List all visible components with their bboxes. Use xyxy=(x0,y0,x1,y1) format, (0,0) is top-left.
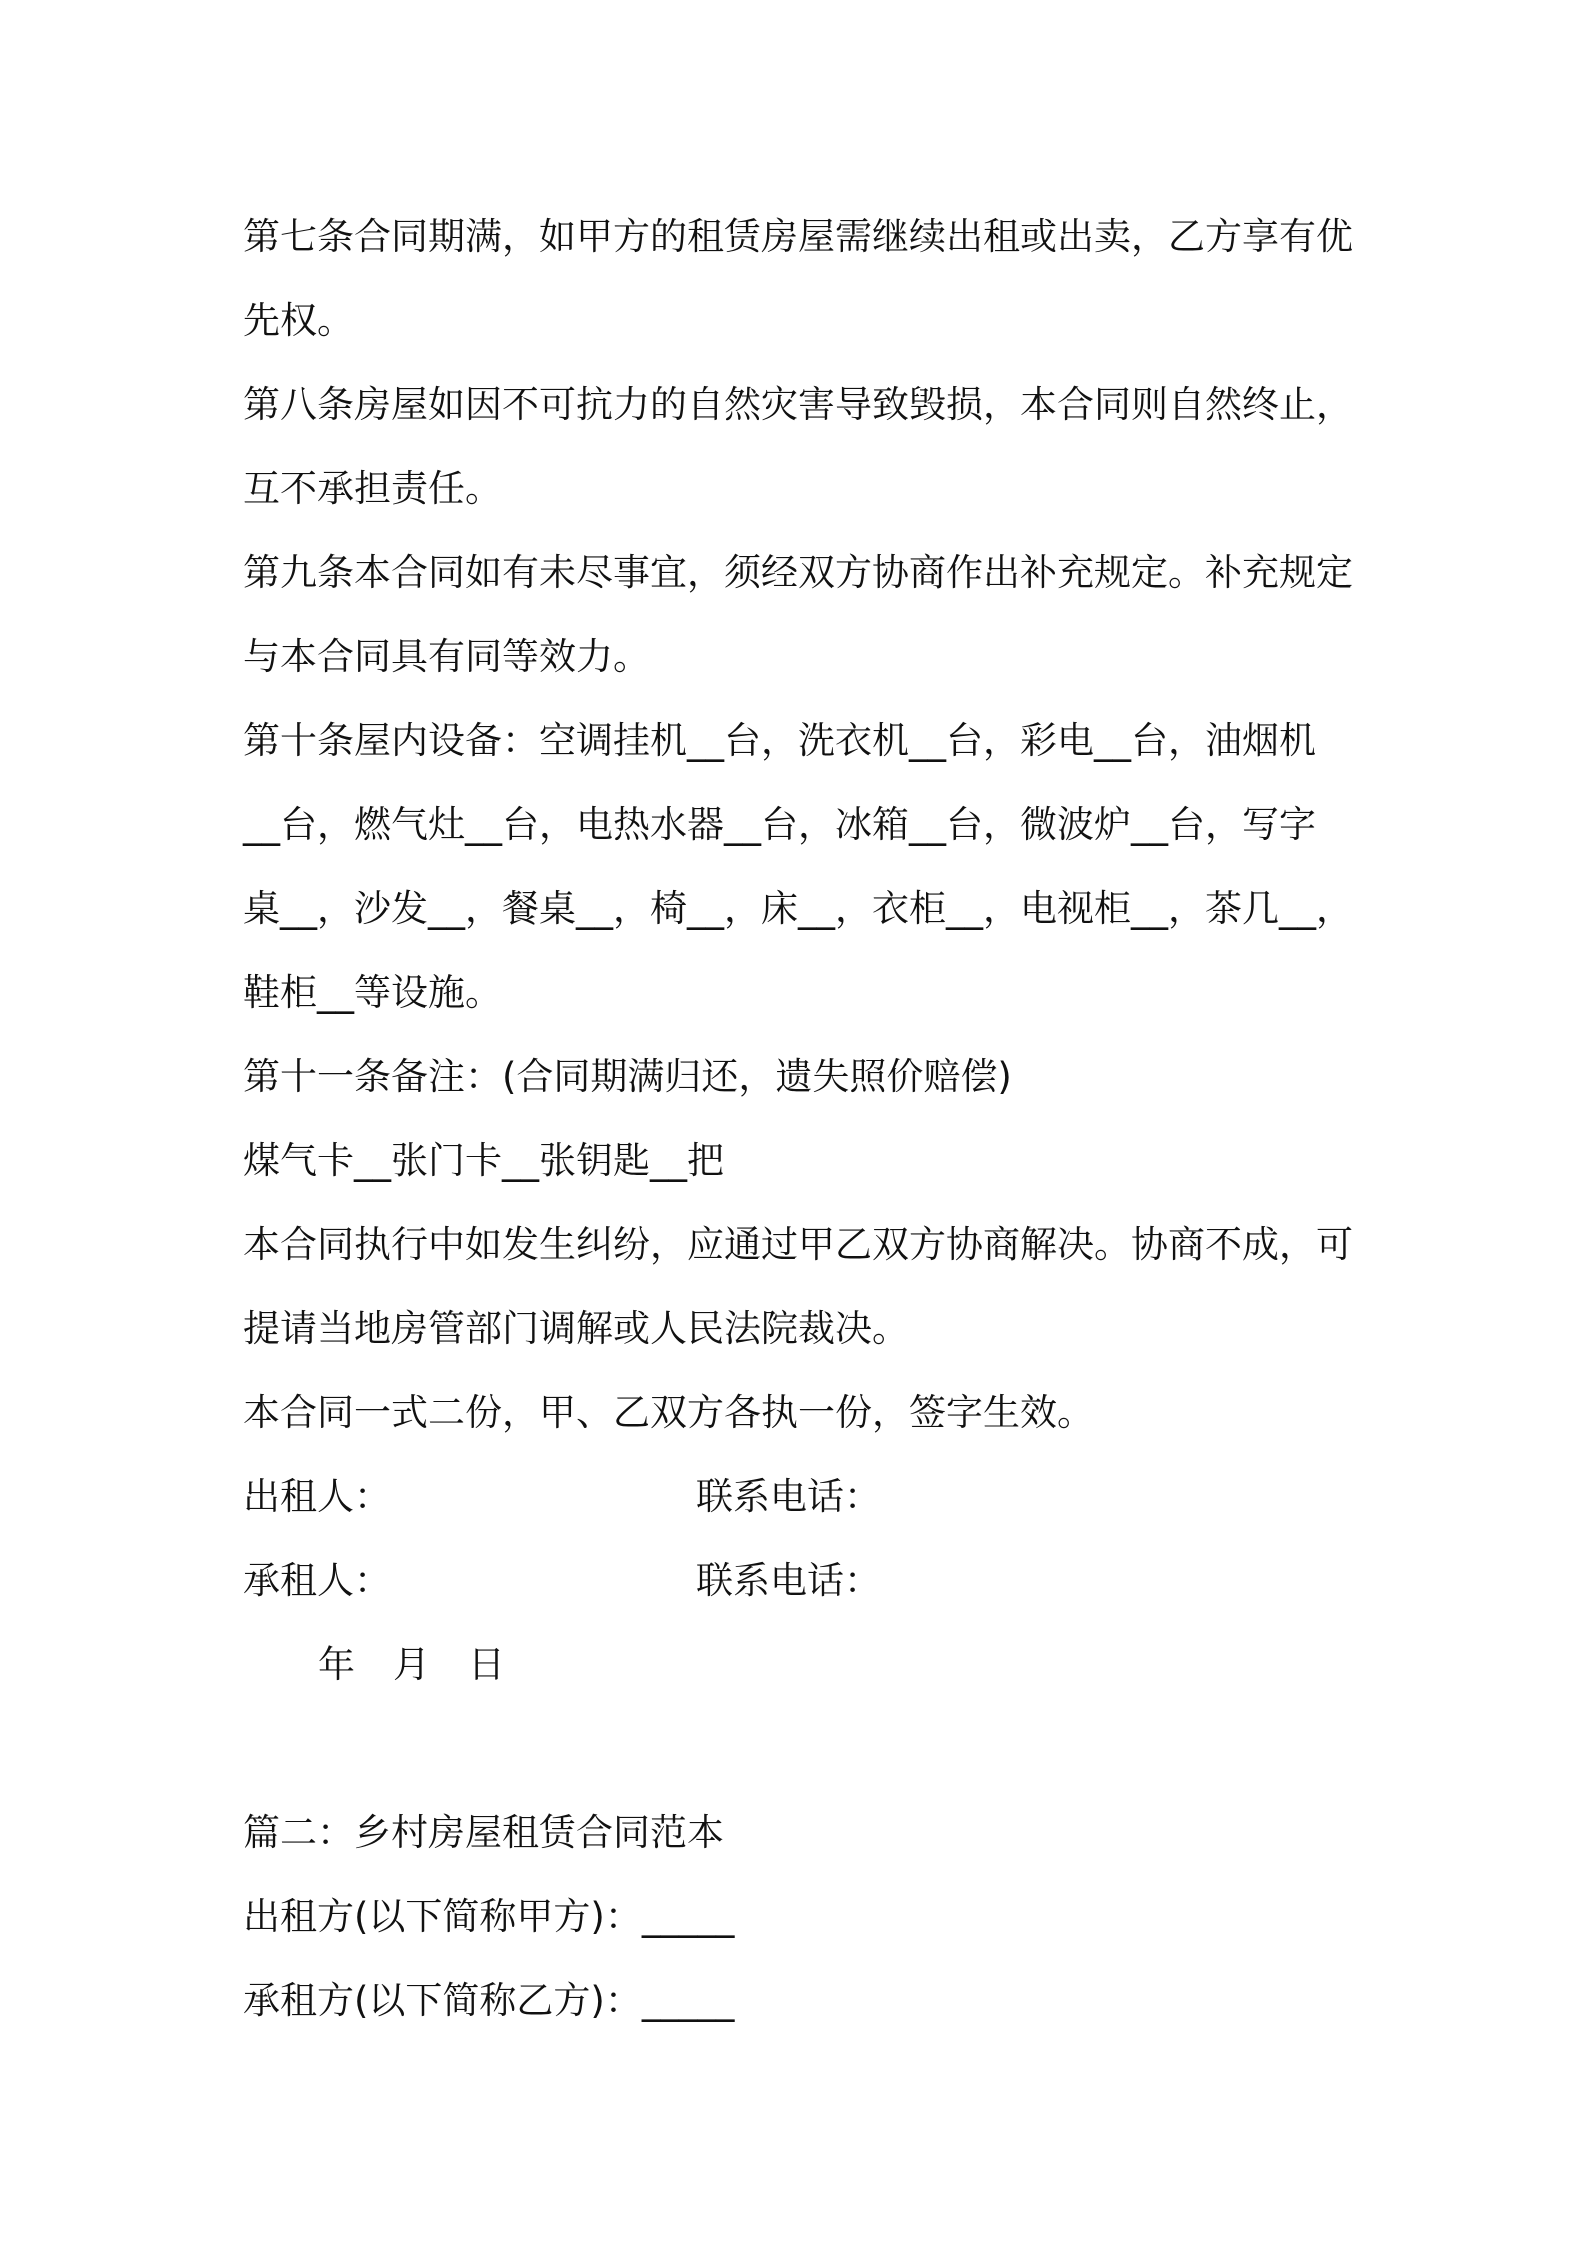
article-9-line-2: 与本合同具有同等效力。 xyxy=(243,635,650,678)
section-2-title: 篇二：乡村房屋租赁合同范本 xyxy=(243,1811,724,1854)
lessee-label: 承租人： xyxy=(243,1559,391,1602)
date-year: 年 xyxy=(318,1643,355,1686)
article-10-line-4: 鞋柜__等设施。 xyxy=(243,971,502,1014)
article-7-line-2: 先权。 xyxy=(243,299,354,342)
copies-clause: 本合同一式二份，甲、乙双方各执一份，签字生效。 xyxy=(243,1391,1094,1434)
lessor-label: 出租人： xyxy=(243,1475,391,1518)
article-10-line-3: 桌__，沙发__，餐桌__，椅__，床__，衣柜__，电视柜__，茶几__， xyxy=(243,887,1353,930)
lessee-signature-row xyxy=(243,1539,1363,1623)
article-10-line-1: 第十条屋内设备：空调挂机__台，洗衣机__台，彩电__台，油烟机 xyxy=(243,719,1316,762)
section-spacer xyxy=(243,1707,1363,1791)
date-month: 月 xyxy=(393,1643,430,1686)
date-day: 日 xyxy=(468,1643,505,1686)
article-8-line-1: 第八条房屋如因不可抗力的自然灾害导致毁损，本合同则自然终止， xyxy=(243,383,1353,426)
date-row xyxy=(243,1623,1363,1707)
lessor-signature-row xyxy=(243,1455,1363,1539)
article-8-line-2: 互不承担责任。 xyxy=(243,467,502,510)
article-11-line-1: 第十一条备注：(合同期满归还，遗失照价赔偿) xyxy=(243,1055,1012,1098)
dispute-line-1: 本合同执行中如发生纠纷，应通过甲乙双方协商解决。协商不成，可 xyxy=(243,1223,1353,1266)
lessee-phone-label: 联系电话： xyxy=(696,1559,881,1602)
section-2-lessor-line: 出租方(以下简称甲方)：_____ xyxy=(243,1895,735,1938)
lessor-phone-label: 联系电话： xyxy=(696,1475,881,1518)
article-7-line-1: 第七条合同期满，如甲方的租赁房屋需继续出租或出卖，乙方享有优 xyxy=(243,215,1353,258)
section-2-lessee-line: 承租方(以下简称乙方)：_____ xyxy=(243,1979,735,2022)
dispute-line-2: 提请当地房管部门调解或人民法院裁决。 xyxy=(243,1307,909,1350)
article-10-line-2: __台，燃气灶__台，电热水器__台，冰箱__台，微波炉__台，写字 xyxy=(243,803,1316,846)
article-9-line-1: 第九条本合同如有未尽事宜，须经双方协商作出补充规定。补充规定 xyxy=(243,551,1353,594)
document-body xyxy=(243,195,1363,2043)
article-11-line-2: 煤气卡__张门卡__张钥匙__把 xyxy=(243,1139,724,1182)
